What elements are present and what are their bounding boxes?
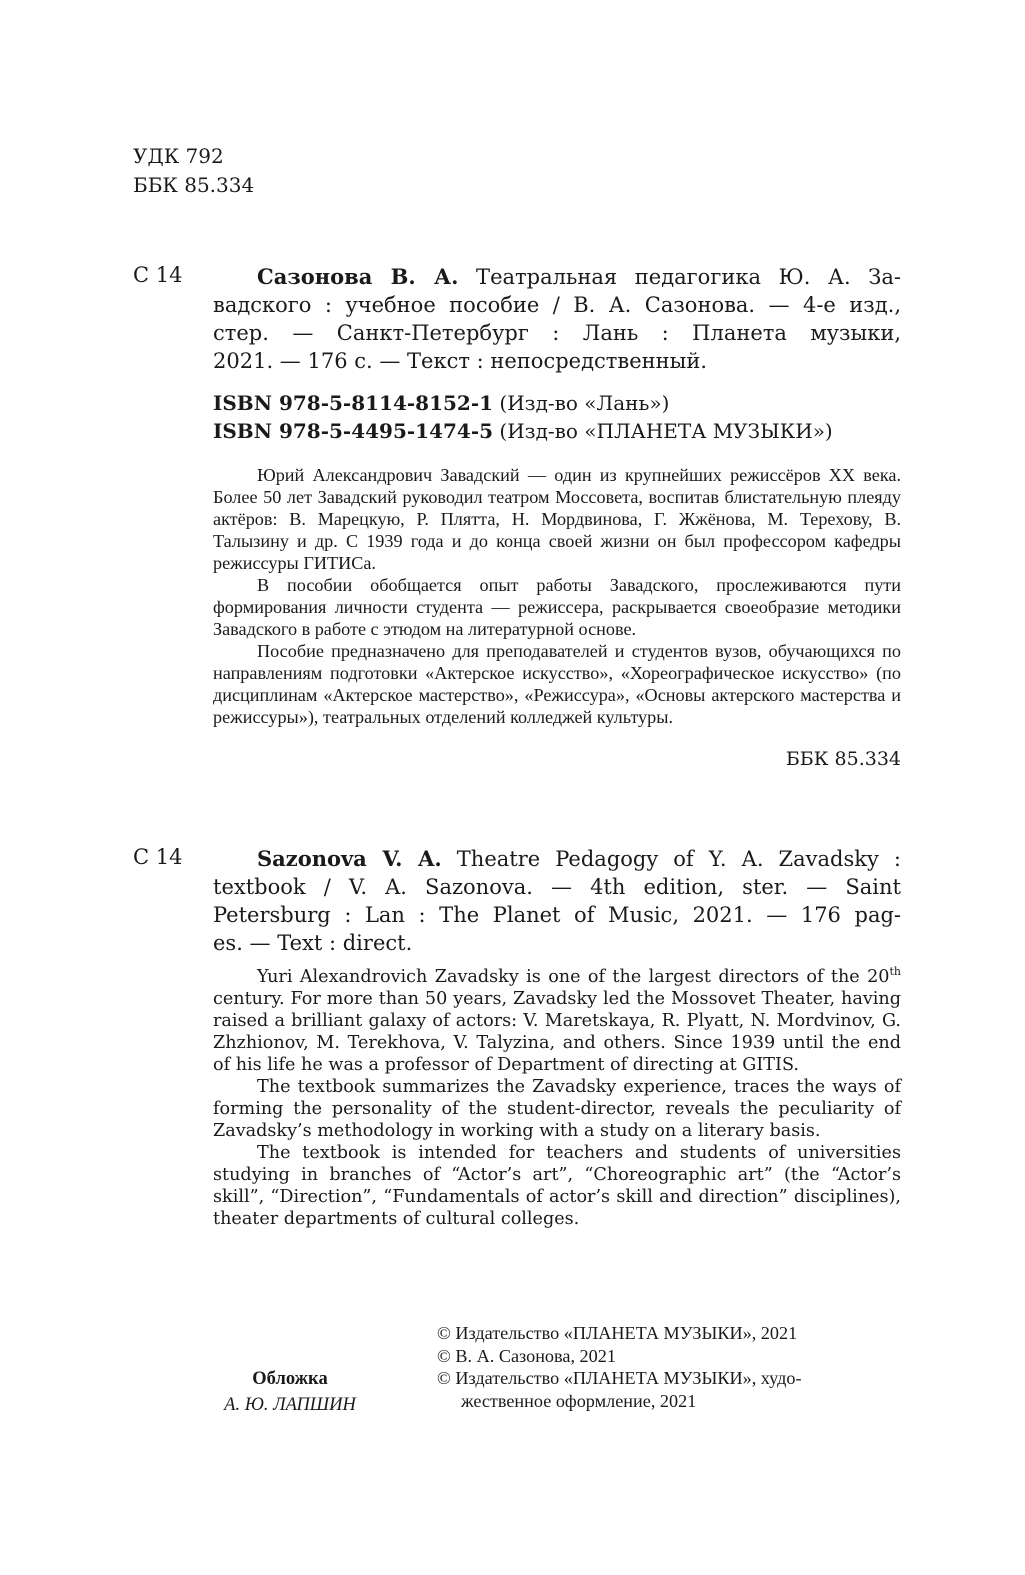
abstract-paragraph: The textbook is intended for teachers and students of universities studying in branches of “Actor’s art”, “Choreographic art” (the “Actor’s skill”, “Direction”, “Fundamentals of actor’s skill and direction” disciplines), theater departments of cultural colleges. — [213, 1143, 901, 1229]
abstract-ru — [213, 464, 901, 728]
isbn-number: 978-5-8114-8152-1 — [271, 391, 494, 415]
copyright-line: © Издательство «ПЛАНЕТА МУЗЫКИ», худо- — [437, 1368, 802, 1388]
copyright-line: © Издательство «ПЛАНЕТА МУЗЫКИ», 2021 — [437, 1323, 798, 1343]
title-line-ru-2: вадского : учебное пособие / В. А. Сазонова. — 4-е изд., — [213, 293, 901, 317]
isbn-publisher: (Изд-во «Лань») — [493, 391, 670, 415]
abstract-paragraph: В пособии обобщается опыт работы Завадского, прослеживаются пути формирования личности студента — режиссера, раскрывается своеобразие методики Завадского в работе с этюдом на литературной основе. — [213, 575, 901, 639]
cover-label: Обложка — [252, 1369, 328, 1389]
title-line-ru-1: Театральная педагогика Ю. А. За- — [458, 265, 901, 289]
copyright-block — [437, 1322, 907, 1412]
isbn-block — [213, 389, 833, 445]
cover-artist: А. Ю. ЛАПШИН — [224, 1395, 356, 1415]
title-line-ru-4: 2021. — 176 с. — Текст : непосредственный. — [213, 349, 708, 373]
author-mark-en: С 14 — [133, 845, 183, 869]
udk-code: УДК 792 — [133, 144, 224, 168]
copyright-line: © В. А. Сазонова, 2021 — [437, 1345, 616, 1366]
abstract-paragraph: Юрий Александрович Завадский — один из крупнейших режиссёров XX века. Более 50 лет Завадский руководил театром Моссовета, воспитав блистательную плеяду актёров: В. Марецкую, Р. Плятта, Н. Мордвинова, Г. Жжёнова, М. Терехову, В. Талызину и др. С 1939 года и до конца своей жизни он был профессором кафедры режиссуры ГИТИСа. — [213, 465, 901, 573]
author-en: Sazonova V. A. — [257, 846, 442, 871]
bbk-code: ББК 85.334 — [133, 173, 255, 197]
title-line-ru-3: стер. — Санкт-Петербург : Лань : Планета музыки, — [213, 321, 901, 345]
title-line-en-4: es. — Text : direct. — [213, 931, 413, 955]
isbn-label: ISBN — [213, 419, 272, 443]
abstract-paragraph: Yuri Alexandrovich Zavadsky is one of the largest directors of the 20th century. For more than 50 years, Zavadsky led the Mossovet Theater, having raised a brilliant galaxy of actors: V. Maretskaya, R. Plyatt, N. Mordvinov, G. Zhzhionov, M. Terekhova, V. Talyzina, and others. Since 1939 until the end of his life he was a professor of Department of directing at GITIS. — [213, 965, 901, 1075]
author-ru: Сазонова В. А. — [257, 264, 459, 289]
title-line-en-1: Theatre Pedagogy of Y. A. Zavadsky : — [441, 847, 901, 871]
copyright-line: жественное оформление, 2021 — [461, 1390, 697, 1411]
ordinal-suffix: th — [889, 965, 901, 979]
author-mark-ru: С 14 — [133, 263, 183, 287]
isbn-publisher: (Изд-во «ПЛАНЕТА МУЗЫКИ») — [493, 419, 833, 443]
isbn-number: 978-5-4495-1474-5 — [271, 419, 494, 443]
abstract-paragraph: The textbook summarizes the Zavadsky experience, traces the ways of forming the personality of the student-director, reveals the peculiarity of Zavadsky’s methodology in working with a study on a literary basis. — [213, 1077, 901, 1141]
bibliographic-record-en — [213, 845, 901, 957]
bbk-code-right: ББК 85.334 — [785, 748, 901, 770]
title-line-en-2: textbook / V. A. Sazonova. — 4th edition, ster. — Saint — [213, 875, 901, 899]
classification-codes — [133, 142, 254, 200]
isbn-label: ISBN — [213, 391, 272, 415]
abstract-paragraph: Пособие предназначено для преподавателей и студентов вузов, обучающихся по направлениям подготовки «Актерское искусство», «Хореографическое искусство» (по дисциплинам «Актерское мастерство», «Режиссура», «Основы актерского мастерства и режиссуры»), театральных отделений колледжей культуры. — [213, 641, 901, 727]
isbn-line — [213, 417, 833, 445]
bibliographic-record-ru — [213, 263, 901, 375]
title-line-en-3: Petersburg : Lan : The Planet of Music, 2021. — 176 pag- — [213, 903, 901, 927]
cover-credit — [200, 1366, 380, 1418]
isbn-line — [213, 389, 833, 417]
abstract-en — [213, 966, 901, 1230]
